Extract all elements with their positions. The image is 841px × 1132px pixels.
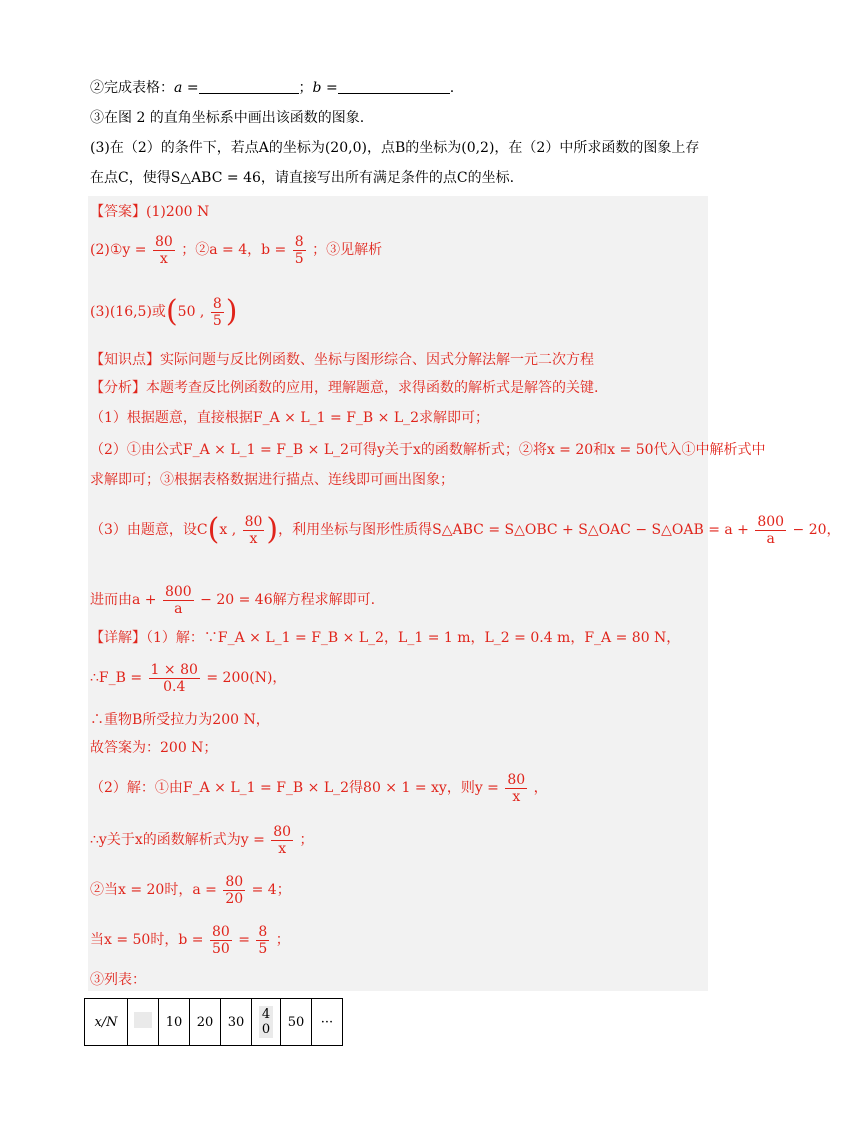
fraction (271, 824, 293, 857)
text: （2）解：①由F_A × L_1 = F_B × L_2得80 × 1 = xy，则y = (90, 780, 499, 796)
fraction (211, 296, 224, 329)
var-b: b (312, 80, 322, 96)
line-question-3b: 在点C，使得S△ABC = 46，请直接写出所有满足条件的点C的坐标. (90, 170, 515, 186)
text: ；③见解析 (312, 242, 383, 258)
text: ； (275, 932, 290, 948)
num: 800 (164, 583, 192, 600)
detail-7 (90, 872, 291, 908)
text: ， (533, 780, 548, 796)
num: 800 (757, 513, 785, 530)
highlight (134, 1012, 152, 1028)
den: 20 (225, 890, 244, 907)
text: x , (219, 522, 237, 538)
num: 80 (211, 923, 230, 940)
text: ；②a = 4，b = (181, 242, 287, 258)
num: 80 (507, 771, 526, 788)
text: (2)①y = (90, 242, 147, 258)
text: ，利用坐标与图形性质得S△ABC = S△OBC + S△OAC − S△OAB = a + (278, 522, 749, 538)
den: x (159, 250, 168, 267)
fraction (149, 662, 200, 695)
text: 当x = 50时，b = (90, 932, 204, 948)
fraction (505, 772, 527, 805)
table-cell: 50 (281, 999, 312, 1046)
paren: ) (266, 512, 279, 547)
fraction (755, 514, 786, 547)
num: 8 (258, 923, 268, 940)
detail-6 (90, 822, 314, 858)
text: 0 (261, 1022, 271, 1037)
fraction (153, 234, 175, 267)
var-a: a (174, 80, 183, 96)
detail-3: ∴重物B所受拉力为200 N， (90, 712, 270, 728)
fraction (256, 924, 269, 957)
text: − 20 = 46解方程求解即可. (200, 592, 376, 608)
text: = (238, 932, 250, 948)
table-cell: 20 (190, 999, 221, 1046)
den: x (512, 788, 521, 805)
den: x (249, 530, 258, 547)
table-cell-empty (128, 999, 159, 1046)
fraction (210, 924, 232, 957)
line-question-3: (3)在（2）的条件下，若点A的坐标为(20,0)，点B的坐标为(0,2)，在（2）中所求函数的图象上存 (90, 140, 700, 156)
num: 80 (154, 233, 173, 250)
value-table (84, 998, 343, 1046)
den: 5 (212, 312, 222, 329)
text: = 200(N)， (206, 670, 287, 686)
detail-4: 故答案为：200 N； (90, 740, 218, 756)
fraction (163, 584, 194, 617)
detail-2 (90, 660, 286, 696)
text: ； (299, 832, 314, 848)
analysis-2: （1）根据题意，直接根据F_A × L_1 = F_B × L_2求解即可； (90, 410, 490, 426)
answer-1: 【答案】(1)200 N (90, 204, 210, 220)
fraction (223, 874, 245, 907)
analysis-4: 求解即可；③根据表格数据进行描点、连线即可画出图象； (90, 472, 454, 488)
table-cell (252, 999, 281, 1046)
table-cell-header (85, 999, 128, 1046)
den: 5 (258, 940, 268, 957)
num: 1 × 80 (150, 661, 198, 678)
table-cell: 30 (221, 999, 252, 1046)
paren: ) (225, 294, 238, 329)
den: 50 (211, 940, 230, 957)
den: a (174, 600, 183, 617)
text: （3）由题意，设C (90, 522, 208, 538)
text: ； (298, 80, 313, 96)
num: 80 (225, 873, 244, 890)
knowledge-point: 【知识点】实际问题与反比例函数、坐标与图形综合、因式分解法解一元二次方程 (90, 352, 594, 368)
den: a (766, 530, 775, 547)
text: ②完成表格： (90, 80, 174, 96)
text: − 20， (792, 522, 841, 538)
analysis-3: （2）①由公式F_A × L_1 = F_B × L_2可得y关于x的函数解析式；②将x = 20和x = 50代入①中解析式中 (90, 442, 766, 458)
text: 进而由a + (90, 592, 157, 608)
paren: ( (165, 294, 178, 329)
text: ∴y关于x的函数解析式为y = (90, 832, 265, 848)
text: 50 , (177, 304, 205, 320)
fraction (293, 234, 306, 267)
text: x/N (94, 1014, 118, 1030)
fraction (243, 514, 265, 547)
text: . (449, 80, 455, 96)
analysis-5 (90, 510, 841, 550)
num: 8 (212, 295, 222, 312)
text: (3)(16,5)或 (90, 304, 166, 320)
analysis-6 (90, 582, 375, 618)
text: = 4； (251, 882, 291, 898)
text: = (325, 80, 338, 96)
answer-2 (90, 232, 382, 268)
blank-b (338, 79, 450, 94)
line-complete-table (90, 78, 454, 98)
den: 5 (294, 250, 304, 267)
paren: ( (207, 512, 220, 547)
answer-3 (90, 294, 237, 330)
text: = (186, 80, 199, 96)
analysis-1: 【分析】本题考查反比例函数的应用，理解题意，求得函数的解析式是解答的关键. (90, 380, 599, 396)
den: x (278, 840, 287, 857)
table-row (85, 999, 343, 1046)
text: 4 (261, 1007, 271, 1022)
den: 0.4 (163, 678, 186, 695)
detail-8 (90, 922, 290, 958)
highlight (259, 1006, 273, 1038)
blank-a (199, 79, 299, 94)
detail-5 (90, 770, 548, 806)
text: ②当x = 20时，a = (90, 882, 217, 898)
table-cell: 10 (159, 999, 190, 1046)
detail-9: ③列表： (90, 972, 146, 988)
num: 8 (294, 233, 304, 250)
text: ∴F_B = (90, 670, 143, 686)
detail-1: 【详解】（1）解：∵F_A × L_1 = F_B × L_2，L_1 = 1 m，L_2 = 0.4 m，F_A = 80 N， (90, 630, 681, 646)
table-cell: ··· (312, 999, 343, 1046)
num: 80 (244, 513, 263, 530)
line-draw-graph: ③在图 2 的直角坐标系中画出该函数的图象. (90, 110, 365, 126)
num: 80 (273, 823, 292, 840)
